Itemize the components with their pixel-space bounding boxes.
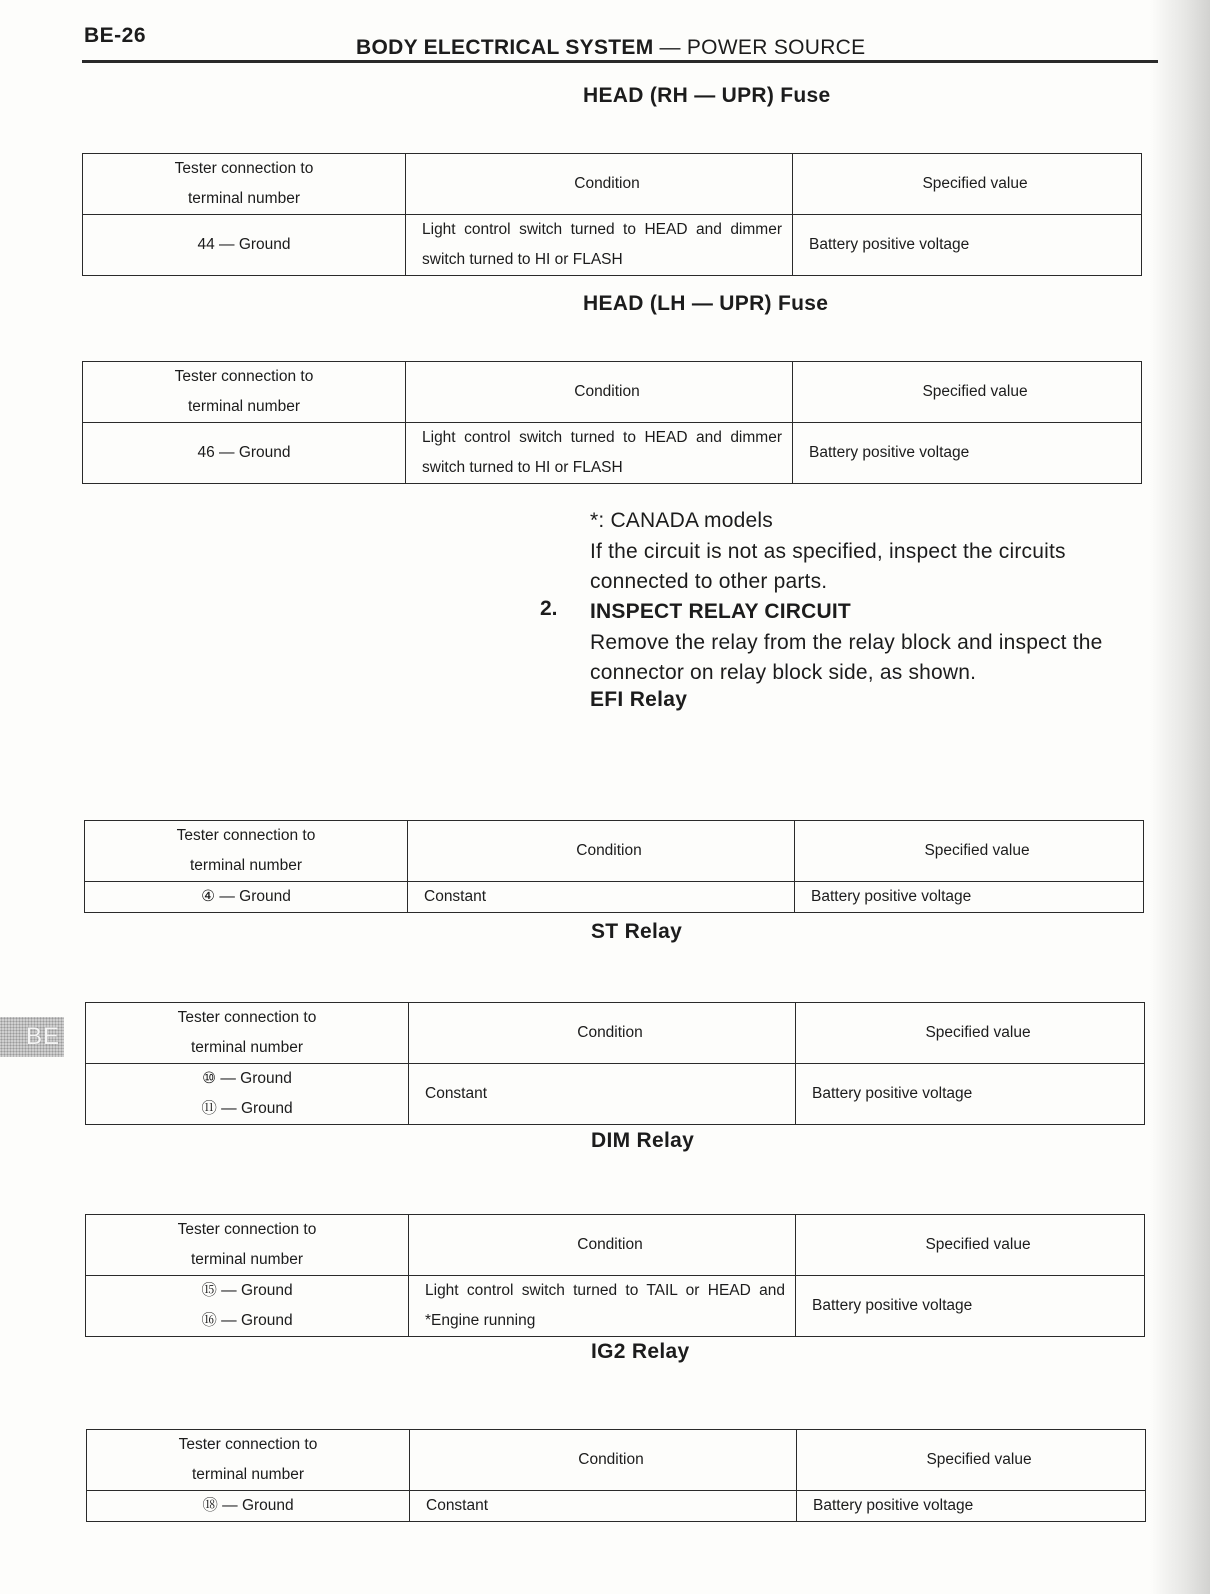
col-header-condition: Condition [408,821,795,882]
value-cell: Battery positive voltage [797,1491,1146,1522]
step-text-line-2: connector on relay block side, as shown. [590,661,977,684]
col-header-specified: Specified value [796,1215,1145,1276]
col-header-specified: Specified value [793,154,1142,215]
col-header-condition: Condition [409,1003,796,1064]
table-header-row [83,362,1142,423]
terminal-cell: 46 — Ground [83,423,406,484]
instruction-line-2: connected to other parts. [590,570,828,593]
page-edge-shadow [1150,0,1210,1594]
col-header-terminal: Tester connection to terminal number [86,1215,409,1276]
spec-table-ig2-relay [86,1429,1146,1522]
col-header-terminal: Tester connection to terminal number [83,154,406,215]
spec-table-efi-relay [84,820,1144,913]
table-header-row [85,821,1144,882]
value-cell: Battery positive voltage [796,1064,1145,1125]
condition-cell: Light control switch turned to TAIL or HEAD and *Engine running [409,1276,796,1337]
table-header-row [83,154,1142,215]
col-header-terminal: Tester connection to terminal number [85,821,408,882]
notes-block [590,506,1160,598]
value-cell: Battery positive voltage [793,215,1142,276]
table-header-row [86,1003,1145,1064]
section-title-efi-relay: EFI Relay [590,688,688,711]
col-header-specified: Specified value [797,1430,1146,1491]
col-header-specified: Specified value [795,821,1144,882]
table-header-row [87,1430,1146,1491]
value-cell: Battery positive voltage [795,882,1144,913]
col-header-condition: Condition [406,362,793,423]
col-header-condition: Condition [409,1215,796,1276]
section-title-dim-relay: DIM Relay [591,1129,695,1152]
col-header-terminal: Tester connection to terminal number [87,1430,410,1491]
terminal-cell: ④ — Ground [85,882,408,913]
condition-cell: Light control switch turned to HEAD and dimmer switch turned to HI or FLASH [406,215,793,276]
header-subtitle: POWER SOURCE [686,36,866,59]
condition-cell: Constant [408,882,795,913]
terminal-cell: 44 — Ground [83,215,406,276]
step-number: 2. [540,597,558,620]
condition-cell: Constant [409,1064,796,1125]
running-header [356,36,865,60]
terminal-cell: ⑮ — Ground ⑯ — Ground [86,1276,409,1337]
header-rule [82,60,1158,63]
value-cell: Battery positive voltage [793,423,1142,484]
header-title: BODY ELECTRICAL SYSTEM [356,36,654,59]
table-header-row [86,1215,1145,1276]
terminal-cell: ⑱ — Ground [87,1491,410,1522]
condition-cell: Light control switch turned to HEAD and dimmer switch turned to HI or FLASH [406,423,793,484]
step-title: INSPECT RELAY CIRCUIT [590,600,851,623]
terminal-cell: ⑩ — Ground ⑪ — Ground [86,1064,409,1125]
page-number: BE-26 [84,24,147,47]
spec-table-st-relay [85,1002,1145,1125]
spec-table-head-lh-upr [82,361,1142,484]
section-title-head-lh-upr: HEAD (LH — UPR) Fuse [583,292,829,315]
instruction-line-1: If the circuit is not as specified, inspect the circuits [590,539,1066,563]
step-text-line-1: Remove the relay from the relay block and inspect the [590,630,1103,654]
section-title-head-rh-upr: HEAD (RH — UPR) Fuse [583,84,831,107]
footnote-canada: *: CANADA models [590,509,773,532]
col-header-specified: Specified value [796,1003,1145,1064]
col-header-terminal: Tester connection to terminal number [83,362,406,423]
col-header-condition: Condition [406,154,793,215]
col-header-condition: Condition [410,1430,797,1491]
spec-table-head-rh-upr [82,153,1142,276]
table-row [86,1064,1145,1125]
table-row [83,423,1142,484]
col-header-specified: Specified value [793,362,1142,423]
table-row [83,215,1142,276]
section-title-ig2-relay: IG2 Relay [591,1340,690,1363]
col-header-terminal: Tester connection to terminal number [86,1003,409,1064]
spec-table-dim-relay [85,1214,1145,1337]
table-row [86,1276,1145,1337]
section-title-st-relay: ST Relay [591,920,683,943]
step-block [590,597,1160,689]
header-dash: — [659,36,681,59]
table-row [87,1491,1146,1522]
condition-cell: Constant [410,1491,797,1522]
value-cell: Battery positive voltage [796,1276,1145,1337]
section-tab-be: BE [0,1017,64,1057]
table-row [85,882,1144,913]
